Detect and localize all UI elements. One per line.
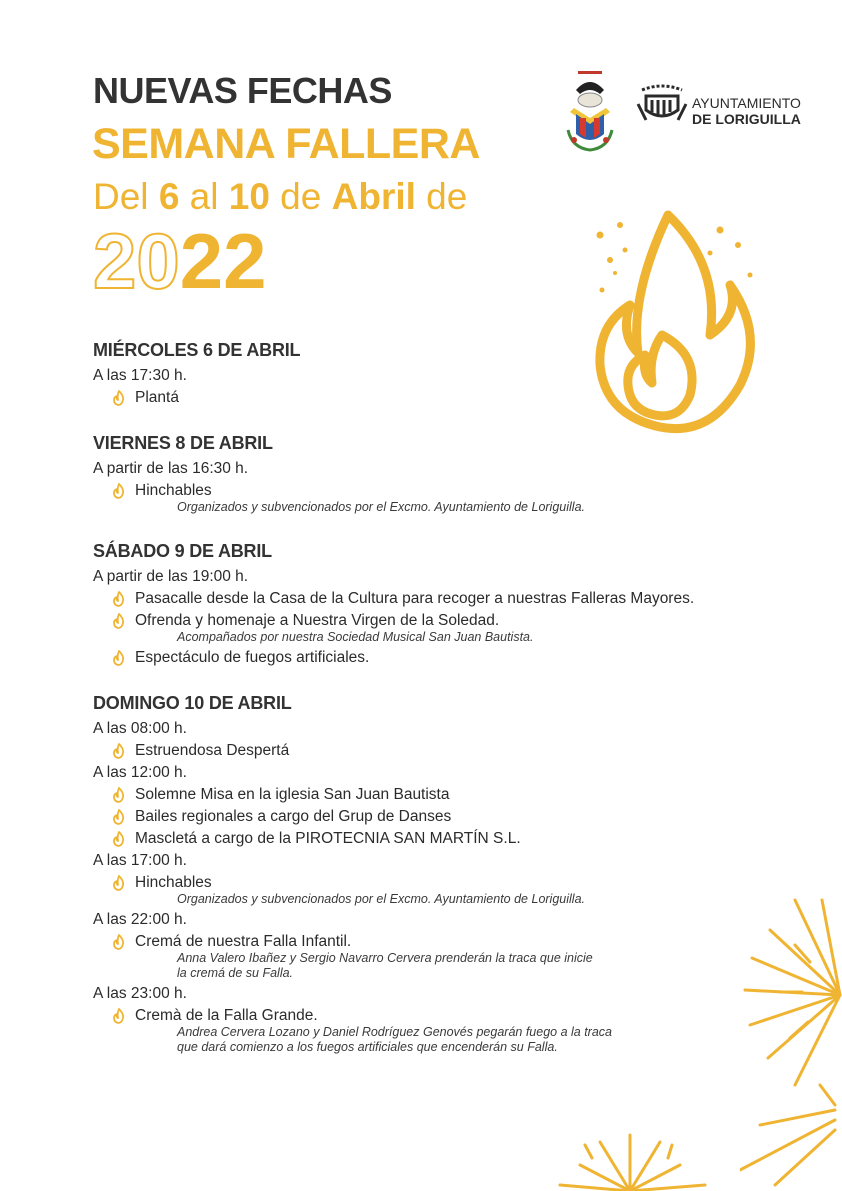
event-note: Anna Valero Ibañez y Sergio Navarro Cervera prenderán la traca que inicie [177,951,593,965]
ayuntamiento-line1: AYUNTAMIENTO [692,95,801,111]
time-label: A partir de las 19:00 h. [93,568,249,585]
title-semana-fallera: SEMANA FALLERA [92,120,480,168]
ayuntamiento-emblem-icon [636,80,688,130]
event-note: que dará comienzo a los fuegos artificiales que encenderán su Falla. [177,1040,558,1054]
day-heading: SÁBADO 9 DE ABRIL [93,541,272,561]
flame-bullet-icon [111,390,127,406]
time-label: A las 23:00 h. [93,985,187,1002]
event-text: Ofrenda y homenaje a Nuestra Virgen de la Soledad. [135,612,500,629]
event-text: Hinchables [135,874,212,891]
ayuntamiento-logo-text [692,95,801,127]
year-outline: 20 [93,217,180,305]
event-text: Cremá de nuestra Falla Infantil. [135,933,352,950]
event-item [111,742,813,760]
event-text: Estruendosa Despertá [135,742,290,759]
event-item [111,808,813,826]
flame-bullet-icon [111,787,127,803]
day-heading: MIÉRCOLES 6 DE ABRIL [93,340,301,360]
time-label: A partir de las 16:30 h. [93,460,249,477]
dates-del: Del [93,176,159,217]
flame-bullet-icon [111,1008,127,1024]
event-text: Solemne Misa en la iglesia San Juan Bautista [135,786,450,803]
flame-bullet-icon [111,650,127,666]
title-year [93,217,267,305]
flame-bullet-icon [111,809,127,825]
dates-de: de [269,176,332,217]
event-text: Plantá [135,389,179,406]
time-label: A las 17:00 h. [93,852,187,869]
flame-bullet-icon [111,934,127,950]
dates-day-start: 6 [158,176,180,217]
day-heading: VIERNES 8 DE ABRIL [93,433,273,453]
dates-al: al [179,176,229,217]
event-text: Pasacalle desde la Casa de la Cultura para recoger a nuestras Falleras Mayores. [135,590,695,607]
event-text: Cremà de la Falla Grande. [135,1007,318,1024]
event-note: Organizados y subvencionados por el Excmo. Ayuntamiento de Loriguilla. [177,500,585,514]
year-solid: 22 [179,217,267,305]
schedule [93,340,813,1055]
dates-de-2: de [415,176,468,217]
event-item [111,612,813,630]
flame-bullet-icon [111,831,127,847]
event-text: Hinchables [135,482,212,499]
time-label: A las 17:30 h. [93,367,187,384]
firework-burst-bottom-icon [540,1120,740,1191]
event-item [111,389,813,407]
event-note: Acompañados por nuestra Sociedad Musical San Juan Bautista. [177,630,534,644]
flame-bullet-icon [111,743,127,759]
event-text: Espectáculo de fuegos artificiales. [135,649,370,666]
flame-bullet-icon [111,591,127,607]
dates-day-end: 10 [228,176,270,217]
title-dates [93,176,467,218]
dates-month: Abril [331,176,416,217]
flame-bullet-icon [111,483,127,499]
time-label: A las 12:00 h. [93,764,187,781]
event-item [111,874,813,892]
event-text: Bailes regionales a cargo del Grup de Danses [135,808,452,825]
event-item [111,1007,813,1025]
event-item [111,786,813,804]
event-item [111,933,813,951]
flame-bullet-icon [111,613,127,629]
falla-crest-logo [562,68,618,152]
ayuntamiento-line2: DE LORIGUILLA [692,111,801,127]
time-label: A las 08:00 h. [93,720,187,737]
title-nuevas-fechas: NUEVAS FECHAS [93,70,392,111]
flame-bullet-icon [111,875,127,891]
event-item [111,649,813,667]
event-note: Andrea Cervera Lozano y Daniel Rodríguez Genovés pegarán fuego a la traca [177,1025,612,1039]
event-note: Organizados y subvencionados por el Excmo. Ayuntamiento de Loriguilla. [177,892,585,906]
event-item [111,482,813,500]
event-note: la cremá de su Falla. [177,966,294,980]
event-item [111,830,813,848]
event-item [111,590,813,608]
time-label: A las 22:00 h. [93,911,187,928]
day-heading: DOMINGO 10 DE ABRIL [93,693,292,713]
event-text: Mascletá a cargo de la PIROTECNIA SAN MARTÍN S.L. [135,830,521,847]
